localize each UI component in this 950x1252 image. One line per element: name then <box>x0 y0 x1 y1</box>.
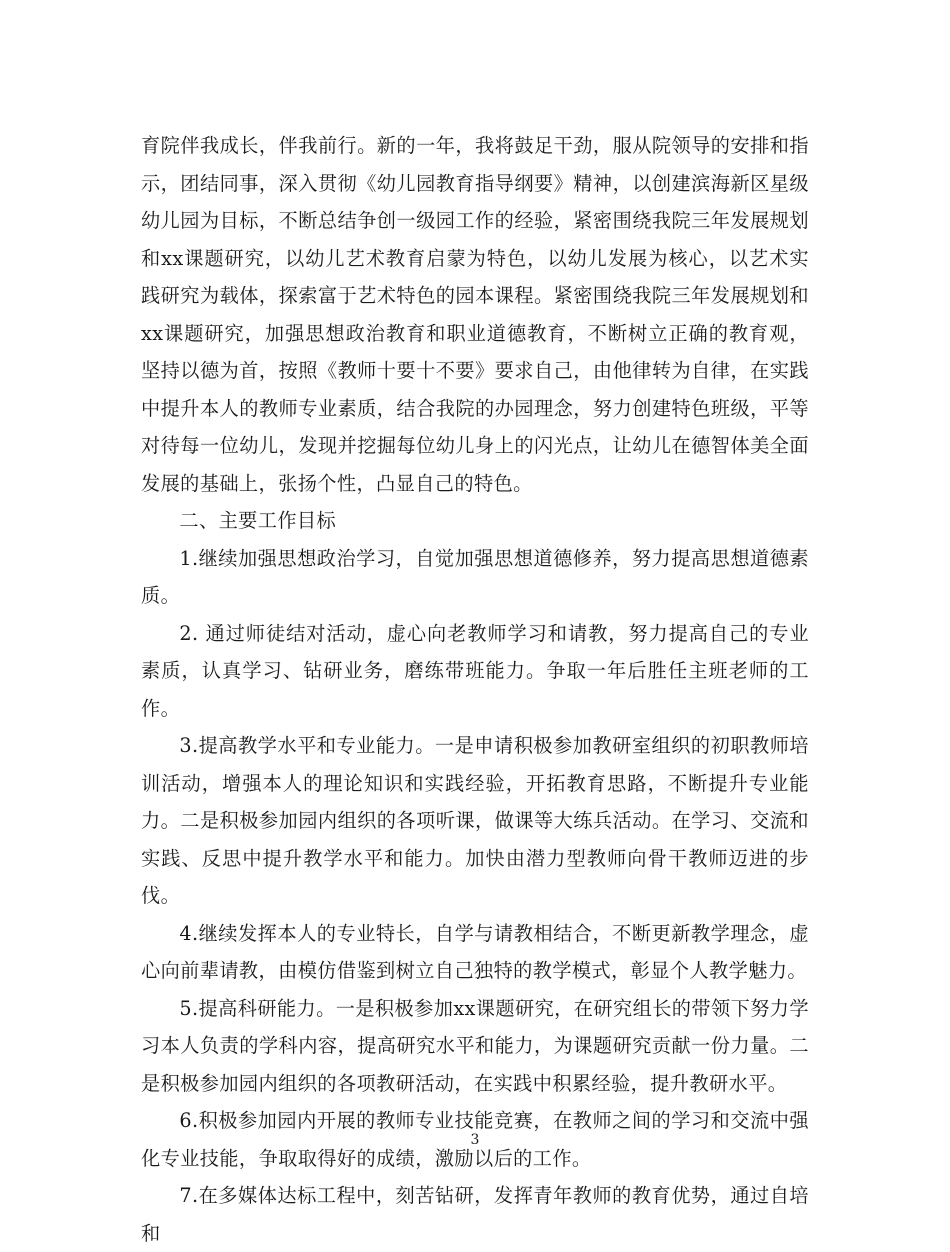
paragraph-intro: 育院伴我成长，伴我前行。新的一年，我将鼓足干劲，服从院领导的安排和指示，团结同事，深入贯彻《幼儿园教育指导纲要》精神，以创建滨海新区星级幼儿园为目标，不断总结争创一级园工作的经验，紧密围绕我院三年发展规划和xx课题研究，以幼儿艺术教育启蒙为特色，以幼儿发展为核心，以艺术实践研究为载体，探索富于艺术特色的园本课程。紧密围绕我院三年发展规划和xx课题研究，加强思想政治教育和职业道德教育，不断树立正确的教育观，坚持以德为首，按照《教师十要十不要》要求自己，由他律转为自律，在实践中提升本人的教师专业素质，结合我院的办园理念，努力创建特色班级，平等对待每一位幼儿，发现并挖掘每位幼儿身上的闪光点，让幼儿在德智体美全面发展的基础上，张扬个性，凸显自己的特色。 <box>141 134 809 495</box>
list-item-6: 6.积极参加园内开展的教师专业技能竞赛，在教师之间的学习和交流中强化专业技能，争取取得好的成绩，激励以后的工作。 <box>141 1109 809 1170</box>
document-body <box>141 127 809 1252</box>
section-heading: 二、主要工作目标 <box>179 509 337 532</box>
list-item-7: 7.在多媒体达标工程中，刻苦钻研，发挥青年教师的教育优势，通过自培和 <box>141 1184 809 1245</box>
list-item-1: 1.继续加强思想政治学习，自觉加强思想道德修养，努力提高思想道德素质。 <box>141 546 809 607</box>
page-number: 3 <box>470 1132 480 1148</box>
list-item-5: 5.提高科研能力。一是积极参加xx课题研究，在研究组长的带领下努力学习本人负责的学科内容，提高研究水平和能力，为课题研究贡献一份力量。二是积极参加园内组织的各项教研活动，在实践中积累经验，提升教研水平。 <box>141 996 809 1095</box>
list-item-4: 4.继续发挥本人的专业特长，自学与请教相结合，不断更新教学理念，虚心向前辈请教，由模仿借鉴到树立自己独特的教学模式，彰显个人教学魅力。 <box>141 921 809 982</box>
list-item-2: 2. 通过师徒结对活动，虚心向老教师学习和请教，努力提高自己的专业素质，认真学习、钻研业务，磨练带班能力。争取一年后胜任主班老师的工作。 <box>141 621 809 720</box>
list-item-3: 3.提高教学水平和专业能力。一是申请积极参加教研室组织的初职教师培训活动，增强本人的理论知识和实践经验，开拓教育思路，不断提升专业能力。二是积极参加园内组织的各项听课，做课等大练兵活动。在学习、交流和实践、反思中提升教学水平和能力。加快由潜力型教师向骨干教师迈进的步伐。 <box>141 734 809 907</box>
